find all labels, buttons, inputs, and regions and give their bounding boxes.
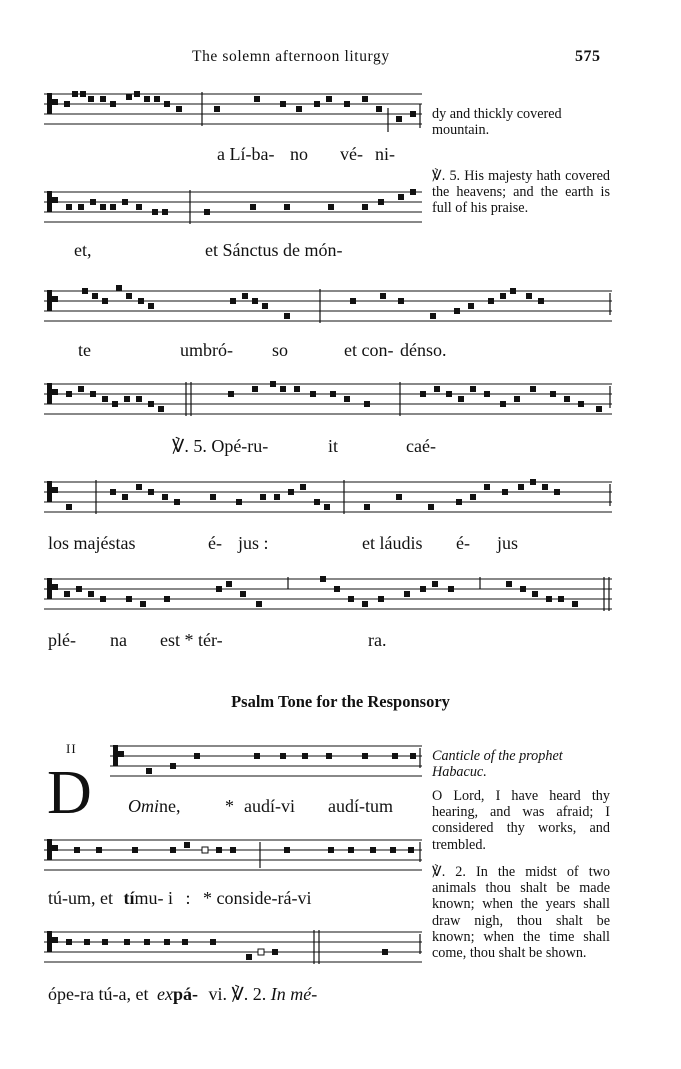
chant-lyric-syllable: dénso. bbox=[400, 340, 447, 360]
chant-lyric-syllable: plé- bbox=[48, 630, 76, 650]
psalm-lyric-line bbox=[48, 888, 311, 909]
drop-cap-initial: D bbox=[47, 759, 92, 827]
chant-lyric-syllable: et con- bbox=[344, 340, 394, 360]
chant-lyric-syllable: te bbox=[78, 340, 91, 360]
chant-staff bbox=[44, 928, 422, 974]
chant-lyric-syllable: et láudis bbox=[362, 533, 423, 553]
chant-staff bbox=[44, 378, 612, 428]
psalm-lyric-syllable: tú-um, et bbox=[48, 888, 113, 908]
chant-lyric-syllable: jus : bbox=[238, 533, 269, 553]
chant-lyric-syllable: é- bbox=[456, 533, 470, 553]
section-heading: Psalm Tone for the Responsory bbox=[231, 692, 450, 711]
chant-lyric-syllable: et Sánctus de món- bbox=[205, 240, 343, 260]
translation-verse: ℣. 5. His majesty hath covered the heavens; and the earth is full of his praise. bbox=[432, 168, 610, 217]
page-header-title: The solemn afternoon liturgy bbox=[192, 48, 390, 65]
chant-staff bbox=[44, 476, 612, 526]
translation-line: dy and thickly covered bbox=[432, 106, 562, 122]
mode-number: II bbox=[66, 741, 77, 756]
chant-lyric-syllable: los majéstas bbox=[48, 533, 136, 553]
psalm-lyric-line bbox=[128, 796, 181, 817]
chant-lyric-syllable: é- bbox=[208, 533, 222, 553]
chant-staff bbox=[44, 88, 422, 138]
canticle-paragraph: O Lord, I have heard thy hearing, and was afraid; I considered thy works, and trembled. bbox=[432, 788, 610, 853]
psalm-lyric-syllable: vi. bbox=[208, 984, 227, 1004]
psalm-lyric-syllable: * bbox=[203, 888, 213, 908]
psalm-lyric-syllable: : bbox=[185, 888, 191, 908]
chant-lyric-syllable: umbró- bbox=[180, 340, 233, 360]
psalm-lyric-syllable: audí-tum bbox=[328, 796, 393, 816]
chant-lyric-syllable: jus bbox=[497, 533, 519, 553]
chant-staff bbox=[110, 742, 422, 788]
chant-lyric-syllable: et, bbox=[74, 240, 92, 260]
chant-staff bbox=[44, 285, 612, 335]
psalm-lyric-syllable: conside-rá-vi bbox=[216, 888, 312, 908]
chant-lyric-syllable: ℣. 5. Opé-ru- bbox=[172, 436, 269, 456]
canticle-title: Canticle of the prophet Habacuc. bbox=[432, 748, 563, 781]
chant-lyric-syllable: ra. bbox=[368, 630, 387, 650]
chant-staff bbox=[44, 573, 612, 623]
canticle-paragraph: ℣. 2. In the midst of two animals thou shalt be made known; when the years shall draw nigh, thou shalt be known; when the time shall come, thou shalt be shown. bbox=[432, 864, 610, 962]
chant-lyric-syllable: ni- bbox=[375, 144, 395, 164]
psalm-lyric-syllable: ópe-ra tú-a, et bbox=[48, 984, 149, 1004]
chant-lyric-syllable: caé- bbox=[406, 436, 436, 456]
psalm-lyric-syllable: In mé- bbox=[270, 984, 318, 1004]
chant-lyric-syllable: est * tér- bbox=[160, 630, 223, 650]
psalm-lyric-syllable: * bbox=[225, 796, 234, 816]
psalm-lyric-syllable: ex bbox=[156, 984, 173, 1004]
chant-lyric-syllable: no bbox=[290, 144, 308, 164]
chant-staff bbox=[44, 836, 422, 882]
chant-lyric-syllable: so bbox=[272, 340, 289, 360]
page-number: 575 bbox=[575, 48, 601, 65]
chant-lyric-syllable: a Lí-ba- bbox=[217, 144, 275, 164]
chant-lyric-syllable: na bbox=[110, 630, 127, 650]
translation-line: mountain. bbox=[432, 122, 490, 139]
chant-lyric-syllable: vé- bbox=[340, 144, 363, 164]
psalm-lyric-syllable: mu- i bbox=[134, 888, 173, 908]
psalm-lyric-line bbox=[48, 984, 317, 1005]
chant-lyric-syllable: it bbox=[328, 436, 339, 456]
psalm-lyric-syllable: audí-vi bbox=[244, 796, 295, 816]
psalm-accent-syllable: pá- bbox=[172, 984, 198, 1004]
chant-staff bbox=[44, 186, 422, 236]
psalm-lyric-syllable: ℣. 2. bbox=[231, 984, 267, 1004]
translation-text bbox=[432, 106, 610, 138]
psalm-accent-syllable: tí bbox=[123, 888, 135, 908]
psalm-lyric-syllable: ne, bbox=[159, 796, 181, 816]
psalm-lyric-syllable: Omi bbox=[128, 796, 159, 816]
